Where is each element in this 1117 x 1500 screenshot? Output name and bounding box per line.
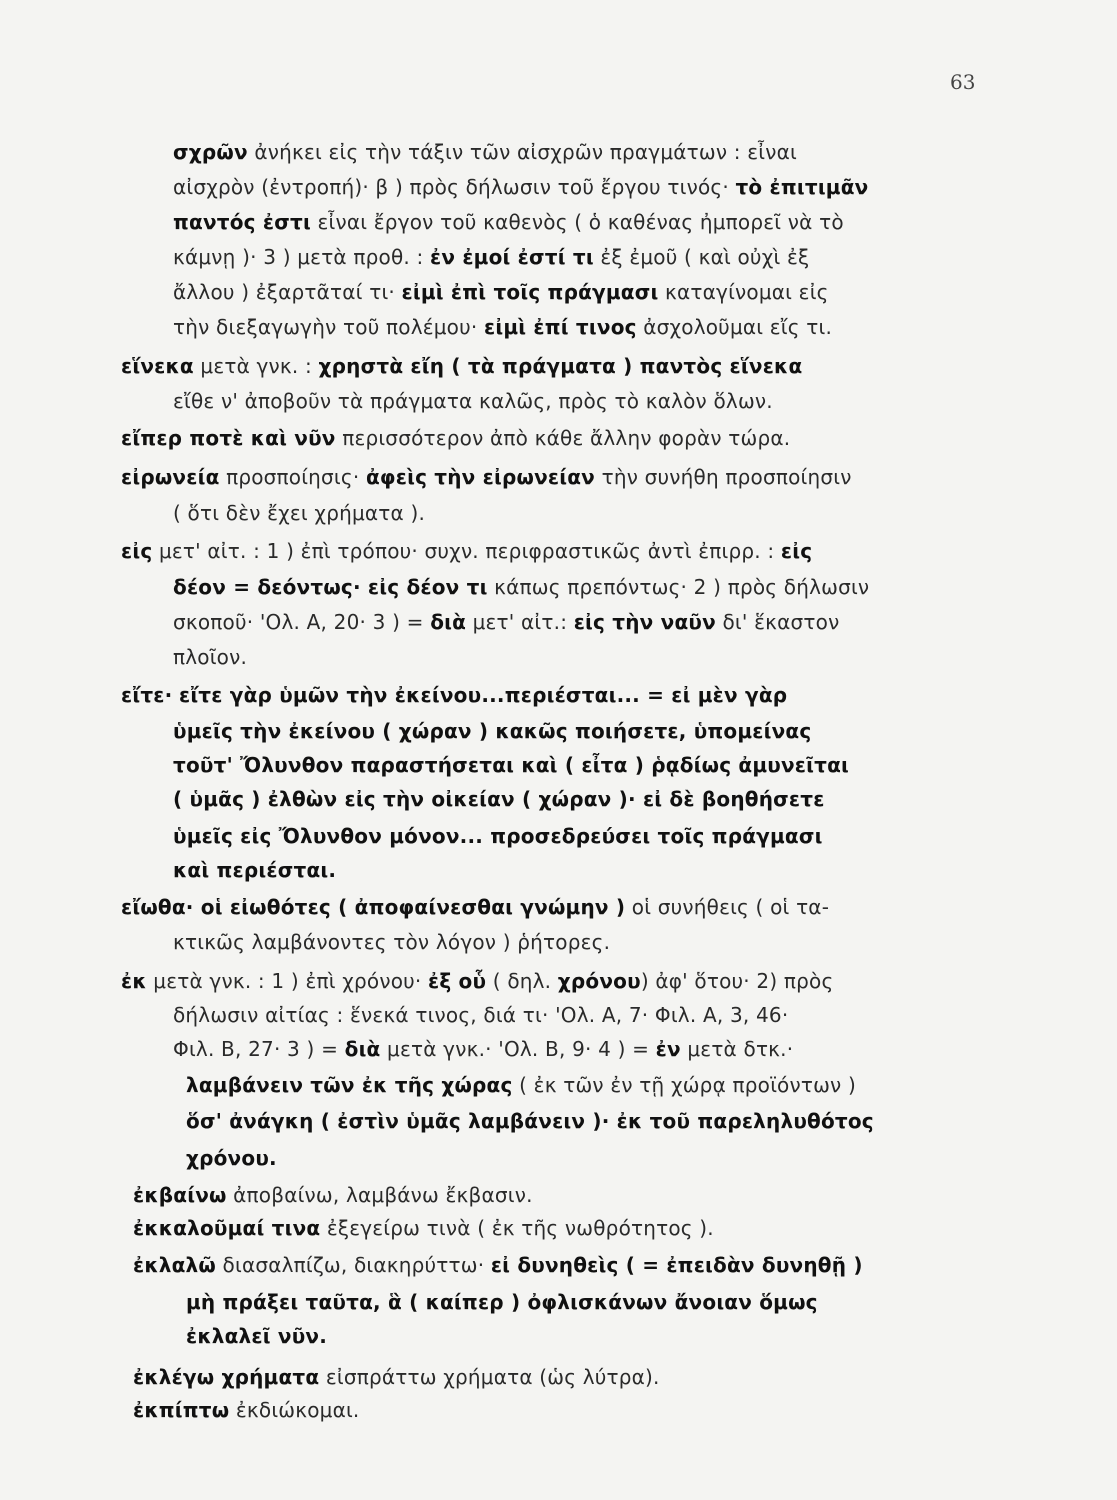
definition-text: εἴθε ν' ἀποβοῦν τὰ πράγματα καλῶς, πρὸς τὸ καλὸν ὅλων. <box>173 389 773 413</box>
text-line <box>186 1288 818 1316</box>
text-line <box>173 1035 793 1063</box>
bold-term: λαμβάνειν τῶν ἐκ τῆς χώρας <box>186 1073 513 1097</box>
bold-term: ὑμεῖς εἰς Ὄλυνθον μόνον... προσεδρεύσει τοῖς πράγμασι <box>173 824 823 848</box>
definition-text: κάμνῃ )· 3 ) μετὰ προθ. : <box>173 245 430 269</box>
text-line <box>173 785 825 813</box>
definition-text: μετὰ γνκ. : <box>193 354 319 378</box>
bold-term: ἐκκαλοῦμαί τινα <box>133 1216 321 1240</box>
text-line <box>173 751 849 779</box>
bold-term: χρόνου <box>557 969 641 993</box>
definition-text: τὴν διεξαγωγὴν τοῦ πολέμου· <box>173 315 485 339</box>
definition-text: καταγίνομαι εἰς <box>658 280 829 304</box>
text-line <box>133 1214 714 1242</box>
text-line <box>173 278 829 306</box>
text-line <box>121 537 812 565</box>
bold-term: τοῦτ' Ὄλυνθον παραστήσεται καὶ ( εἶτα ) ῥᾳδίως ἀμυνεῖται <box>173 753 850 777</box>
definition-text: μετ' αἰτ. : 1 ) ἐπὶ τρόπου· συχν. περιφραστικῶς ἀντὶ ἐπιρρ. : <box>152 539 781 563</box>
text-line <box>121 681 787 709</box>
bold-term: εἴωθα· οἱ εἰωθότες ( ἀποφαίνεσθαι γνώμην ) <box>121 895 626 919</box>
page-number: 63 <box>950 70 976 94</box>
definition-text: σκοποῦ· 'Ολ. Α, 20· 3 ) = <box>173 610 431 634</box>
bold-term: εἴτε γὰρ ὑμῶν τὴν ἐκείνου...περιέσται... = εἰ μὲν γὰρ <box>178 683 788 707</box>
bold-term: εἰρωνεία <box>121 465 220 489</box>
definition-text: ἐξεγείρω τινὰ ( ἐκ τῆς νωθρότητος ). <box>320 1216 714 1240</box>
text-line <box>173 173 869 201</box>
text-line <box>173 313 832 341</box>
text-line <box>121 967 833 995</box>
text-line <box>173 573 869 601</box>
definition-text: μετὰ γνκ. : 1 ) ἐπὶ χρόνου· <box>146 969 429 993</box>
definition-text: ἐξ ἐμοῦ ( καὶ οὐχὶ ἐξ <box>593 245 810 269</box>
bold-term: δέον = δεόντως· εἰς δέον τι <box>173 575 488 599</box>
definition-text: προσποίησις· <box>219 465 366 489</box>
bold-term: παντός ἐστι <box>173 210 311 234</box>
bold-term: ὅσ' ἀνάγκη ( ἐστὶν ὑμᾶς λαμβάνειν )· ἐκ τοῦ παρεληλυθότος <box>186 1109 874 1133</box>
bold-term: εἰμὶ ἐπί τινος <box>484 315 637 339</box>
definition-text: ἄλλου ) ἐξαρτᾶταί τι· <box>173 280 402 304</box>
text-line <box>173 208 844 236</box>
definition-text: ἐκδιώκομαι. <box>229 1398 360 1422</box>
text-line <box>133 1363 660 1391</box>
bold-term: εἰς <box>780 539 813 563</box>
definition-text: τὴν συνήθη προσποίησιν <box>595 465 852 489</box>
text-line <box>121 463 852 491</box>
text-line <box>173 928 610 956</box>
definition-text: μετὰ γνκ.· 'Ολ. Β, 9· 4 ) = <box>380 1037 656 1061</box>
bold-term: μὴ πράξει ταῦτα, ἃ ( καίπερ ) ὀφλισκάνων ἄνοιαν ὅμως <box>186 1290 818 1314</box>
definition-text: μετ' αἰτ.: <box>466 610 574 634</box>
bold-term: ἐκλαλεῖ νῦν. <box>186 1324 328 1348</box>
text-line <box>186 1144 277 1172</box>
bold-term: εἰμὶ ἐπὶ τοῖς πράγμασι <box>401 280 659 304</box>
bold-term: ἐν <box>655 1037 681 1061</box>
bold-term: ἐκλαλῶ <box>133 1253 216 1277</box>
text-line <box>173 387 773 415</box>
bold-term: ( ὑμᾶς ) ἐλθὼν εἰς τὴν οἰκείαν ( χώραν )· εἰ δὲ βοηθήσετε <box>173 787 825 811</box>
definition-text: κάπως πρεπόντως· 2 ) πρὸς δήλωσιν <box>487 575 870 599</box>
bold-term: εἰς <box>121 539 153 563</box>
bold-term: ἀφεὶς τὴν εἰρωνείαν <box>365 465 596 489</box>
bold-term: χρηστὰ εἴη ( τὰ πράγματα ) παντὸς εἵνεκα <box>318 354 803 378</box>
definition-text: δι' ἕκαστον <box>715 610 840 634</box>
definition-text: ἀνήκει εἰς τὴν τάξιν τῶν αἰσχρῶν πραγμάτων : εἶναι <box>247 140 797 164</box>
definition-text: εἰσπράττω χρήματα (ὡς λύτρα). <box>319 1365 660 1389</box>
bold-term: εἴπερ ποτὲ καὶ νῦν <box>121 426 336 450</box>
text-line <box>186 1071 856 1099</box>
bold-term: διὰ <box>344 1037 381 1061</box>
bold-term: εἰς τὴν ναῦν <box>573 610 716 634</box>
bold-term: εἴτε· <box>121 683 173 707</box>
definition-text: διασαλπίζω, διακηρύττω· <box>215 1253 491 1277</box>
bold-term: ἐν ἐμοί ἐστί τι <box>430 245 594 269</box>
definition-text: μετὰ δτκ.· <box>680 1037 794 1061</box>
definition-text: οἱ συνήθεις ( οἱ τα- <box>625 895 830 919</box>
bold-term: ἐξ οὗ <box>428 969 487 993</box>
definition-text: κτικῶς λαμβάνοντες τὸν λόγον ) ῥήτορες. <box>173 930 611 954</box>
bold-term: ἐκ <box>121 969 147 993</box>
definition-text: εἶναι ἔργον τοῦ καθενὸς ( ὁ καθένας ἠμπορεῖ νὰ τὸ <box>310 210 844 234</box>
bold-term: εἰ δυνηθεὶς ( = ἐπειδὰν δυνηθῇ ) <box>490 1253 863 1277</box>
text-line <box>173 243 809 271</box>
bold-term: χρόνου. <box>186 1146 277 1170</box>
text-line <box>133 1251 863 1279</box>
text-line <box>121 424 790 452</box>
text-line <box>133 1396 360 1424</box>
text-line <box>186 1322 327 1350</box>
text-line <box>121 352 802 380</box>
bold-term: καὶ περιέσται. <box>173 858 337 882</box>
bold-term: ὑμεῖς τὴν ἐκείνου ( χώραν ) κακῶς ποιήσετε, ὑπομείνας <box>173 719 812 743</box>
definition-text: Φιλ. Β, 27· 3 ) = <box>173 1037 345 1061</box>
definition-text: ( δηλ. <box>486 969 558 993</box>
definition-text: ( ὅτι δὲν ἔχει χρήματα ). <box>173 501 426 525</box>
text-line <box>173 1001 788 1029</box>
text-line <box>173 643 247 671</box>
bold-term: ἐκπίπτω <box>133 1398 230 1422</box>
bold-term: εἵνεκα <box>121 354 194 378</box>
definition-text: ἀσχολοῦμαι εἴς τι. <box>636 315 833 339</box>
definition-text: πλοῖον. <box>173 645 248 669</box>
text-line <box>173 717 811 745</box>
bold-term: διὰ <box>430 610 467 634</box>
text-line <box>173 856 336 884</box>
definition-text: αἰσχρὸν (ἐντροπή)· β ) πρὸς δήλωσιν τοῦ ἔργου τινός· <box>173 175 736 199</box>
text-line <box>186 1107 874 1135</box>
text-line <box>173 499 425 527</box>
text-line <box>173 822 823 850</box>
bold-term: ἐκβαίνω <box>133 1183 227 1207</box>
text-line <box>133 1181 533 1209</box>
text-line <box>121 893 829 921</box>
definition-text: περισσότερον ἀπὸ κάθε ἄλλην φορὰν τώρα. <box>335 426 791 450</box>
definition-text: δήλωσιν αἰτίας : ἕνεκά τινος, διά τι· 'Ολ. Α, 7· Φιλ. Α, 3, 46· <box>173 1003 789 1027</box>
text-line <box>173 138 797 166</box>
bold-term: σχρῶν <box>173 140 248 164</box>
bold-term: τὸ ἐπιτιμᾶν <box>735 175 869 199</box>
definition-text: ) ἀφ' ὅτου· 2) πρὸς <box>640 969 834 993</box>
definition-text: ἀποβαίνω, λαμβάνω ἔκβασιν. <box>226 1183 533 1207</box>
bold-term: ἐκλέγω χρήματα <box>133 1365 320 1389</box>
definition-text: ( ἐκ τῶν ἐν τῇ χώρᾳ προϊόντων ) <box>512 1073 856 1097</box>
text-line <box>173 608 839 636</box>
